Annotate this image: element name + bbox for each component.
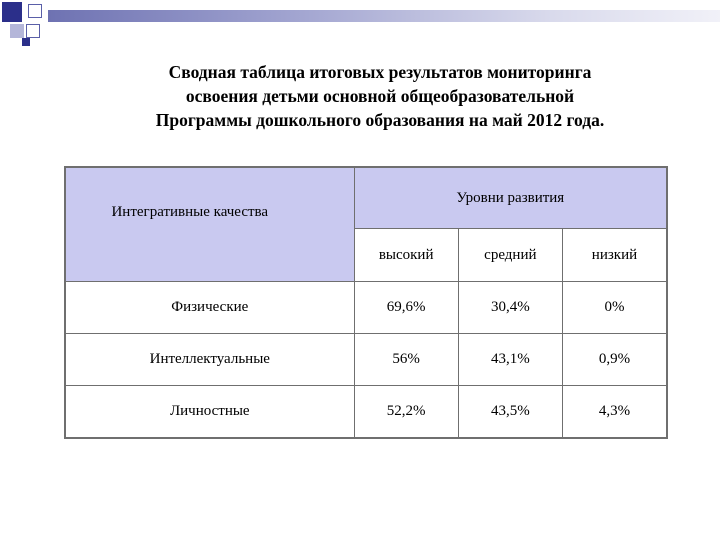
decor-square (10, 24, 24, 38)
header-level-high: высокий (354, 229, 458, 282)
cell-high: 52,2% (354, 386, 458, 439)
cell-high: 56% (354, 334, 458, 386)
cell-low: 0% (562, 282, 667, 334)
header-level-low: низкий (562, 229, 667, 282)
row-label: Физические (65, 282, 354, 334)
table-header-row (65, 167, 667, 229)
decor-square (2, 2, 22, 22)
cell-medium: 43,5% (458, 386, 562, 439)
title-line: освоения детьми основной общеобразовательной (185, 86, 575, 106)
table-row (65, 386, 667, 439)
header-integrative-qualities (65, 167, 354, 282)
decor-square (26, 24, 40, 38)
decor-bar (48, 10, 720, 22)
title-line: Программы дошкольного образования на май 2012 года. (155, 110, 605, 130)
row-label: Личностные (65, 386, 354, 439)
table-row (65, 282, 667, 334)
header-integrative-qualities-label: Интегративные качества (111, 204, 269, 220)
table-row (65, 334, 667, 386)
header-development-levels: Уровни развития (354, 167, 667, 229)
header-level-medium: средний (458, 229, 562, 282)
decor-square (22, 38, 30, 46)
title-line: Сводная таблица итоговых результатов мониторинга (168, 62, 592, 82)
cell-medium: 30,4% (458, 282, 562, 334)
cell-high: 69,6% (354, 282, 458, 334)
results-table (64, 166, 668, 439)
row-label: Интеллектуальные (65, 334, 354, 386)
page-title (100, 60, 660, 132)
cell-low: 4,3% (562, 386, 667, 439)
decor-square (28, 4, 42, 18)
cell-low: 0,9% (562, 334, 667, 386)
cell-medium: 43,1% (458, 334, 562, 386)
